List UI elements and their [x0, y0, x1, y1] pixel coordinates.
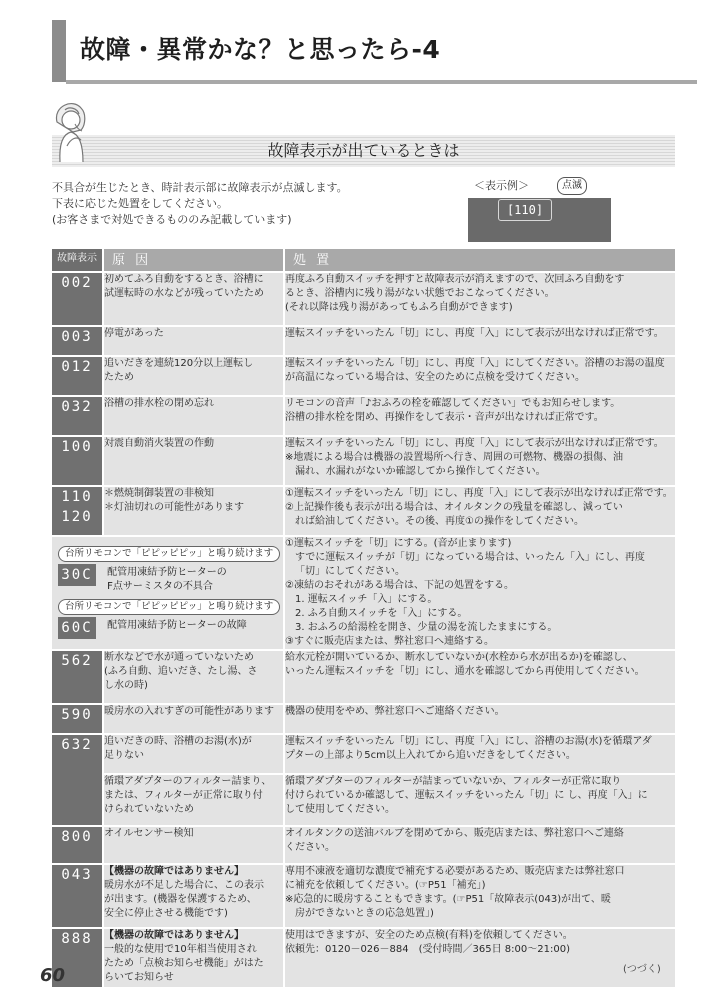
cause-cell: [102, 705, 283, 735]
cause-line: ＊灯油切れの可能性があります: [104, 502, 244, 513]
remedy-cell: [283, 775, 675, 827]
cause-line: 一般的な使用で10年相当使用され: [104, 944, 257, 955]
table-row: [52, 735, 675, 775]
cause-cell: [102, 437, 283, 487]
error-code: 012: [52, 357, 102, 397]
continued-note: (つづく): [623, 964, 661, 975]
cause-line: 安全に停止させる機能です): [104, 908, 228, 919]
table-row: [52, 487, 675, 537]
remedy-cell: [283, 865, 675, 929]
remote-alert-entry: [58, 617, 283, 639]
remedy-cell: [283, 929, 675, 989]
cause-line: 配管用凍結予防ヒーターの故障: [107, 620, 247, 631]
cause-cell: [102, 827, 283, 865]
error-code: 003: [52, 327, 102, 357]
remedy-line: オイルタンクの送油バルブを閉めてから、販売店または、弊社窓口へご連絡: [285, 828, 624, 839]
cause-line: オイルセンサー検知: [104, 828, 194, 839]
cause-line: 暖房水の入れすぎの可能性があります: [104, 706, 274, 717]
remote-alert-tag: 台所リモコンで「ピピッピピッ」と鳴り続けます: [58, 546, 280, 562]
remedy-line: れば給油してください。その後、再度①の操作をしてください。: [295, 516, 584, 527]
cause-line: 対震自動消火装置の作動: [104, 438, 214, 449]
table-row: [52, 705, 675, 735]
remedy-line: 浴槽の排水栓を閉め、再操作をして表示・音声が出なければ正常です。: [285, 412, 604, 423]
remote-alert-entry: [58, 564, 283, 594]
cause-line: けられていないため: [104, 804, 194, 815]
cause-cell: [101, 617, 247, 633]
remedy-line: すでに運転スイッチが「切」になっている場合は、いったん「入」にし、再度: [295, 552, 645, 563]
cause-line: たため「点検お知らせ機能」がはた: [104, 958, 264, 969]
cause-cell: [102, 397, 283, 437]
remedy-line: ※地震による場合は機器の設置場所へ行き、周囲の可燃物、機器の損傷、油: [285, 452, 623, 463]
table-row: [52, 929, 675, 989]
remedy-line: ②上記操作後も表示が出る場合は、オイルタンクの残量を確認し、減ってい: [285, 502, 623, 513]
remedy-line: 専用不凍液を適切な濃度で補充する必要があるため、販売店または弊社窓口: [285, 866, 625, 877]
remedy-line: 「切」にしてください。: [295, 566, 405, 577]
cause-title: 【機器の故障ではありません】: [104, 866, 244, 877]
remedy-line: 使用はできますが、安全のため点検(有料)を依頼してください。: [285, 930, 573, 941]
remedy-cell: [283, 327, 675, 357]
cause-cell: [102, 735, 283, 775]
error-code: 60C: [58, 617, 96, 639]
remedy-line: 3. おふろの給湯栓を開き、少量の湯を流したままにする。: [295, 622, 558, 633]
cause-line: たため: [104, 372, 134, 383]
cause-line: (ふろ自動、追いだき、たし湯、さ: [104, 666, 258, 677]
cause-line: 浴槽の排水栓の閉め忘れ: [104, 398, 214, 409]
intro-line: 不具合が生じたとき、時計表示部に故障表示が点滅します。: [52, 181, 348, 194]
remedy-line: 運転スイッチをいったん「切」にし、再度「入」にしてください。浴槽のお湯の温度: [285, 358, 665, 369]
remedy-line: 1. 運転スイッチ「入」にする。: [295, 594, 438, 605]
cause-line: または、フィルターが正常に取り付: [104, 790, 263, 801]
remedy-line: ②凍結のおそれがある場合は、下記の処置をする。: [285, 580, 514, 591]
remedy-line: 運転スイッチをいったん「切」にし、再度「入」にし、浴槽のお湯(水)を循環アダ: [285, 736, 652, 747]
thinking-person-icon: [43, 96, 103, 166]
table-row: [52, 827, 675, 865]
error-code: 100: [52, 437, 102, 487]
remedy-line: 運転スイッチをいったん「切」にし、再度「入」にして表示が出なければ正常です。: [285, 328, 664, 339]
remedy-line: に補充を依頼してください。(☞P51「補充」): [285, 880, 486, 891]
cause-line: 試運転時の水などが残っていたため: [104, 288, 264, 299]
remedy-line: ください。: [285, 842, 335, 853]
header-remedy: 処 置: [283, 249, 675, 273]
error-code: 800: [52, 827, 102, 865]
table-row: [52, 651, 675, 705]
title-underline: [66, 80, 697, 84]
remedy-line: が高温になっている場合は、安全のために点検を受けてください。: [285, 372, 585, 383]
remedy-cell: [283, 537, 675, 651]
remedy-line: ①運転スイッチを「切」にする。(音が止まります): [285, 538, 512, 549]
page-number: 60: [40, 965, 66, 986]
remedy-line: リモコンの音声「♪おふろの栓を確認してください」でもお知らせします。: [285, 398, 621, 409]
remedy-cell: [283, 397, 675, 437]
cause-line: 断水などで水が通っていないため: [104, 652, 254, 663]
table-row: [52, 865, 675, 929]
remedy-line: 給水元栓が開いているか、断水していないか(水栓から水が出るか)を確認し、: [285, 652, 633, 663]
error-code: 032: [52, 397, 102, 437]
cause-line: し水の時): [104, 680, 148, 691]
remedy-line: 再度ふろ自動スイッチを押すと故障表示が消えますので、次回ふろ自動をす: [285, 274, 625, 285]
remedy-line: プターの上部より5cm以上入れてから追いだきをしてください。: [285, 750, 576, 761]
cause-line: 初めてふろ自動をするとき、浴槽に: [104, 274, 264, 285]
display-example-label: ＜表示例＞: [474, 179, 529, 192]
table-header-row: [52, 249, 675, 273]
cause-line: F点サーミスタの不具合: [107, 581, 213, 592]
error-code: 30C: [58, 564, 96, 586]
table-row: [52, 437, 675, 487]
cause-line: 追いだきの時、浴槽のお湯(水)が: [104, 736, 252, 747]
error-code: 002: [52, 273, 102, 327]
blink-badge: 点滅: [557, 177, 587, 195]
header-cause: 原 因: [102, 249, 283, 273]
table-row-remote-alert: [52, 537, 675, 651]
cause-line: ＊燃焼制御装置の非検知: [104, 488, 214, 499]
table-row: [52, 327, 675, 357]
remedy-line: 房ができないときの応急処置」): [295, 908, 434, 919]
cause-line: 追いだきを連続120分以上運転し: [104, 358, 254, 369]
cause-line: 停電があった: [104, 328, 164, 339]
error-code: 590: [52, 705, 102, 735]
cause-line: 配管用凍結予防ヒーターの: [107, 567, 227, 578]
table-row: [52, 775, 675, 827]
cause-cell: [102, 929, 283, 989]
remedy-line: ※応急的に暖房することもできます。(☞P51「故障表示(043)が出て、暖: [285, 894, 611, 905]
error-code: 043: [52, 865, 102, 929]
remedy-cell: [283, 487, 675, 537]
remedy-cell: [283, 735, 675, 775]
remote-alert-tag: 台所リモコンで「ピピッピピッ」と鳴り続けます: [58, 599, 280, 615]
error-code: [52, 487, 102, 537]
cause-cell: [102, 327, 283, 357]
remedy-cell: [283, 651, 675, 705]
header-code: 故障表示: [52, 249, 102, 273]
remedy-line: 機器の使用をやめ、弊社窓口へご連絡ください。: [285, 706, 505, 717]
table-row: [52, 397, 675, 437]
cause-line: 暖房水が不足した場合に、この表示: [104, 880, 264, 891]
cause-cell: [101, 564, 227, 594]
remedy-line: いったん運転スイッチを「切」にし、通水を確認してから再使用してください。: [285, 666, 645, 677]
remedy-line: 循環アダプターのフィルターが詰まっていないか、フィルターが正常に取り: [285, 776, 622, 787]
cause-cell: [102, 775, 283, 827]
remedy-cell: [283, 705, 675, 735]
cause-line: が出ます。(機器を保護するため、: [104, 894, 257, 905]
error-code-110: 110: [61, 489, 93, 505]
cause-cell: [102, 865, 283, 929]
remedy-line: 付けられているか確認して、運転スイッチをいったん「切」に し、再度「入」に: [285, 790, 648, 801]
cause-line: 足りない: [104, 750, 144, 761]
remedy-line: ①運転スイッチをいったん「切」にし、再度「入」にして表示が出なければ正常です。: [285, 488, 673, 499]
error-code: 888: [52, 929, 102, 989]
title-accent-bar: [52, 20, 66, 82]
cause-cell: [102, 651, 283, 705]
remedy-cell: [283, 357, 675, 397]
error-code-120: 120: [61, 509, 93, 525]
error-code: 562: [52, 651, 102, 705]
remedy-cell: [283, 437, 675, 487]
cause-line: 循環アダプターのフィルター詰まり、: [104, 776, 272, 787]
cause-line: らいてお知らせ: [104, 972, 174, 983]
intro-text: [52, 180, 348, 228]
remedy-line: 依頼先：0120－026－884 (受付時間／365日 8:00～21:00): [285, 944, 570, 955]
error-code-table: [52, 249, 675, 989]
remedy-line: 2. ふろ自動スイッチを「入」にする。: [295, 608, 468, 619]
remedy-cell: [283, 827, 675, 865]
table-row: [52, 273, 675, 327]
table-row: [52, 357, 675, 397]
intro-line: 下表に応じた処置をしてください。: [52, 197, 228, 210]
cause-cell: [102, 357, 283, 397]
display-example-code: [110]: [498, 199, 552, 221]
remote-alert-cell: [52, 537, 283, 651]
remedy-line: (それ以降は残り湯があってもふろ自動ができます): [285, 302, 513, 313]
page-title: 故障・異常かな？と思ったら-4: [80, 35, 441, 64]
remedy-line: 運転スイッチをいったん「切」にし、再度「入」にして表示が出なければ正常です。: [285, 438, 664, 449]
cause-cell: [102, 487, 283, 537]
remedy-line: 漏れ、水漏れがないか確認してから操作してください。: [295, 466, 546, 477]
error-code: 632: [52, 735, 102, 827]
section-title: 故障表示が出ているときは: [267, 141, 460, 160]
remedy-cell: [283, 273, 675, 327]
remedy-line: して使用してください。: [285, 804, 395, 815]
intro-line: (お客さまで対処できるもののみ記載しています): [52, 213, 292, 226]
cause-title: 【機器の故障ではありません】: [104, 930, 244, 941]
remedy-line: るとき、浴槽内に残り湯がない状態でおこなってください。: [285, 288, 555, 299]
cause-cell: [102, 273, 283, 327]
remedy-line: ③すぐに販売店または、弊社窓口へ連絡する。: [285, 636, 494, 647]
